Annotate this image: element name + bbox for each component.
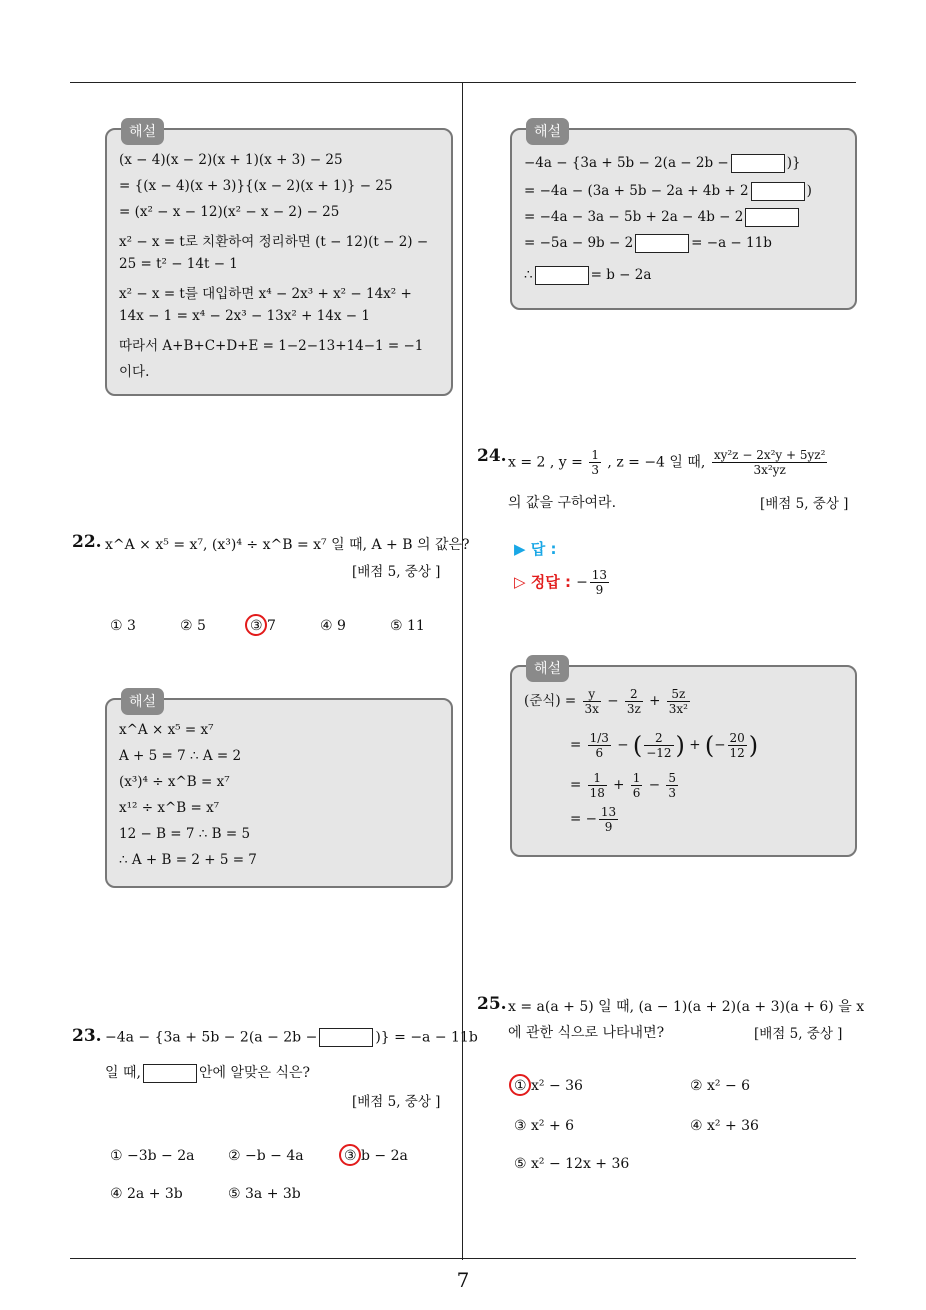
solution-line: x² − x = t를 대입하면 x⁴ − 2x³ + x² − 14x² + bbox=[119, 286, 412, 302]
fraction-denominator: 3x bbox=[584, 702, 599, 716]
fraction-numerator: 2 bbox=[625, 687, 643, 702]
fraction-denominator: 3 bbox=[591, 463, 599, 477]
fraction-numerator: 1 bbox=[588, 771, 607, 786]
choice-3[interactable]: ③ 7 bbox=[250, 618, 276, 634]
question-text bbox=[508, 448, 829, 477]
fraction-numerator: 5 bbox=[668, 771, 676, 785]
fraction-denominator: 12 bbox=[729, 746, 745, 760]
fraction-numerator: 2 bbox=[644, 731, 673, 746]
solution-line: 이다. bbox=[119, 364, 150, 380]
solution-box-23 bbox=[510, 124, 857, 310]
answer-mark bbox=[509, 1074, 531, 1096]
solution-line: 14x − 1 = x⁴ − 2x³ − 13x² + 14x − 1 bbox=[119, 308, 370, 324]
solution-line bbox=[524, 182, 812, 201]
choice-4[interactable]: ④ 9 bbox=[320, 618, 346, 634]
fraction bbox=[625, 687, 643, 716]
solution-line: = {(x − 4)(x + 3)}{(x − 2)(x + 1)} − 25 bbox=[119, 178, 393, 194]
solution-text: = b − 2a bbox=[590, 267, 652, 283]
choice-1[interactable]: ① −3b − 2a bbox=[110, 1148, 195, 1164]
fraction-y bbox=[589, 448, 601, 477]
paren: ( bbox=[704, 731, 715, 760]
solution-box-24 bbox=[510, 661, 857, 857]
fraction-denominator: 6 bbox=[632, 786, 641, 800]
fraction-denominator: 3x² bbox=[668, 702, 688, 716]
paren: ) bbox=[675, 731, 685, 760]
question-text bbox=[105, 1028, 478, 1047]
choice-3[interactable]: ③ x² + 6 bbox=[514, 1118, 575, 1134]
fraction bbox=[667, 687, 690, 716]
page-number: 7 bbox=[456, 1268, 470, 1292]
solution-box-22 bbox=[105, 694, 453, 888]
blank-box bbox=[745, 208, 799, 227]
fraction-denominator: 6 bbox=[595, 746, 604, 760]
blank-box bbox=[731, 154, 785, 173]
solution-tab: 해설 bbox=[526, 655, 569, 682]
paren: ( bbox=[632, 731, 643, 760]
question-number: 24. bbox=[477, 446, 507, 466]
solution-box-21 bbox=[105, 124, 453, 396]
question-text-line2 bbox=[105, 1062, 310, 1083]
fraction-expression bbox=[712, 448, 828, 477]
fraction bbox=[599, 805, 618, 834]
solution-line bbox=[524, 208, 801, 227]
solution-tab: 해설 bbox=[526, 118, 569, 145]
answer-key bbox=[514, 568, 611, 597]
solution-line: 12 − B = 7 ∴ B = 5 bbox=[119, 826, 251, 842]
choice-4[interactable]: ④ 2a + 3b bbox=[110, 1186, 183, 1202]
solution-text: = −5a − 9b − 2 bbox=[524, 235, 634, 251]
question-line2-post: 안에 알맞은 식은? bbox=[198, 1065, 311, 1081]
question-text-pre: −4a − {3a + 5b − 2(a − 2b − bbox=[105, 1029, 318, 1046]
fraction-numerator: 1/3 bbox=[589, 731, 609, 745]
fraction-denominator: 3x²yz bbox=[753, 463, 786, 477]
blank-box bbox=[751, 182, 805, 201]
fraction-numerator: 1 bbox=[632, 771, 641, 785]
solution-line bbox=[524, 154, 801, 173]
blank-box bbox=[535, 266, 589, 285]
fraction-numerator: 5z bbox=[667, 687, 690, 702]
solution-text: = −4a − (3a + 5b − 2a + 4b + 2 bbox=[524, 183, 749, 199]
solution-line: x^A × x⁵ = x⁷ bbox=[119, 722, 214, 738]
solution-line bbox=[524, 266, 651, 285]
question-text-post: )} = −a − 11b bbox=[375, 1029, 478, 1046]
solution-line: (x − 4)(x − 2)(x + 1)(x + 3) − 25 bbox=[119, 152, 343, 168]
solution-line: (x³)⁴ ÷ x^B = x⁷ bbox=[119, 774, 230, 790]
fraction-denominator: 18 bbox=[589, 786, 605, 800]
fraction-numerator: 13 bbox=[591, 568, 608, 582]
answer-key-label: ▷ 정답 : bbox=[514, 573, 571, 591]
answer-label: ▶ 답 : bbox=[514, 540, 557, 558]
fraction bbox=[588, 771, 607, 800]
solution-text: = −a − 11b bbox=[691, 235, 772, 251]
blank-box bbox=[319, 1028, 373, 1047]
solution-text: ∴ bbox=[524, 267, 533, 283]
choice-2[interactable]: ② x² − 6 bbox=[690, 1078, 751, 1094]
solution-tab: 해설 bbox=[121, 118, 164, 145]
fraction-denominator: 3 bbox=[668, 786, 676, 800]
answer-mark bbox=[245, 614, 267, 636]
solution-line bbox=[524, 234, 772, 253]
solution-line: x² − x = t로 치환하여 정리하면 (t − 12)(t − 2) − bbox=[119, 234, 429, 250]
question-line2-pre: 일 때, bbox=[105, 1065, 141, 1081]
question-number: 22. bbox=[72, 532, 102, 552]
column-divider bbox=[462, 82, 463, 1260]
answer-mark bbox=[339, 1144, 361, 1166]
solution-text: −4a − {3a + 5b − 2(a − 2b − bbox=[524, 155, 729, 171]
solution-line: = $\frac{1/3}{6}$ − ( $\frac{2}{-12}$ ) + (− $\frac{20}{12}$ ) bbox=[570, 731, 759, 760]
question-text-mid: , z = −4 일 때, bbox=[607, 454, 706, 471]
question-meta: [배점 5, 중상 ] bbox=[352, 1094, 441, 1110]
fraction-numerator: 13 bbox=[600, 805, 617, 819]
fraction bbox=[631, 771, 643, 800]
fraction-numerator: xy²z − 2x²y + 5yz² bbox=[713, 448, 826, 462]
solution-line: (준식) = $\frac{y}{3x}$ − $\frac{2}{3z}$ + $\frac{5z}{\text{3x²}}$ bbox=[524, 687, 688, 716]
question-meta: [배점 5, 중상 ] bbox=[760, 496, 849, 512]
fraction-numerator: 1 bbox=[591, 448, 599, 462]
question-text-line2: 에 관한 식으로 나타내면? bbox=[508, 1025, 665, 1041]
blank-box bbox=[635, 234, 689, 253]
bottom-rule bbox=[70, 1258, 856, 1259]
question-number: 25. bbox=[477, 994, 507, 1014]
answer-key-fraction bbox=[590, 568, 609, 597]
fraction-denominator: 3z bbox=[626, 702, 641, 716]
solution-line: = $\frac{1}{18}$ + $\frac{1}{6}$ − $\frac{5}{3}$ bbox=[570, 771, 676, 800]
solution-line: = (x² − x − 12)(x² − x − 2) − 25 bbox=[119, 204, 340, 220]
question-number: 23. bbox=[72, 1026, 102, 1046]
fraction-denominator: −12 bbox=[646, 746, 672, 760]
fraction bbox=[666, 771, 678, 800]
choice-2[interactable]: ② −b − 4a bbox=[228, 1148, 304, 1164]
question-meta: [배점 5, 중상 ] bbox=[754, 1026, 843, 1042]
fraction bbox=[644, 731, 673, 760]
solution-line: 따라서 A+B+C+D+E = 1−2−13+14−1 = −1 bbox=[119, 338, 424, 354]
solution-line: x¹² ÷ x^B = x⁷ bbox=[119, 800, 220, 816]
solution-line: = − $\frac{13}{9}$ bbox=[570, 805, 617, 834]
solution-line: A + 5 = 7 ∴ A = 2 bbox=[119, 748, 242, 764]
blank-box bbox=[143, 1064, 197, 1083]
fraction bbox=[588, 731, 611, 760]
choice-5[interactable]: ⑤ 3a + 3b bbox=[228, 1186, 301, 1202]
solution-line: ∴ A + B = 2 + 5 = 7 bbox=[119, 852, 257, 868]
solution-tab: 해설 bbox=[121, 688, 164, 715]
fraction bbox=[728, 731, 747, 760]
question-text-line2: 의 값을 구하여라. bbox=[508, 495, 617, 511]
solution-text: = −4a − 3a − 5b + 2a − 4b − 2 bbox=[524, 209, 744, 225]
choice-5[interactable]: ⑤ 11 bbox=[390, 618, 425, 634]
choice-4[interactable]: ④ x² + 36 bbox=[690, 1118, 759, 1134]
choice-1[interactable]: ① 3 bbox=[110, 618, 136, 634]
solution-text: )} bbox=[786, 155, 801, 171]
question-text-pre: x = 2 , y = bbox=[508, 454, 583, 471]
answer-key-sign: − bbox=[576, 574, 588, 591]
choice-1[interactable]: ① x² − 36 bbox=[514, 1078, 583, 1094]
fraction-numerator: 20 bbox=[729, 731, 745, 745]
solution-line: 25 = t² − 14t − 1 bbox=[119, 256, 238, 272]
solution-text: (준식) = bbox=[524, 693, 577, 709]
fraction-denominator: 9 bbox=[604, 820, 613, 834]
choice-2[interactable]: ② 5 bbox=[180, 618, 206, 634]
solution-text: ) bbox=[806, 183, 812, 199]
choice-3[interactable]: ③ b − 2a bbox=[344, 1148, 408, 1164]
question-text: x^A × x⁵ = x⁷, (x³)⁴ ÷ x^B = x⁷ 일 때, A + B 의 값은? bbox=[105, 537, 470, 553]
question-text: x = a(a + 5) 일 때, (a − 1)(a + 2)(a + 3)(a + 6) 을 x bbox=[508, 999, 865, 1015]
fraction bbox=[583, 687, 601, 716]
fraction-numerator: y bbox=[583, 687, 601, 702]
fraction-denominator: 9 bbox=[595, 583, 604, 597]
question-meta: [배점 5, 중상 ] bbox=[352, 564, 441, 580]
paren: ) bbox=[748, 731, 759, 760]
choice-5[interactable]: ⑤ x² − 12x + 36 bbox=[514, 1156, 630, 1172]
top-rule bbox=[70, 82, 856, 83]
